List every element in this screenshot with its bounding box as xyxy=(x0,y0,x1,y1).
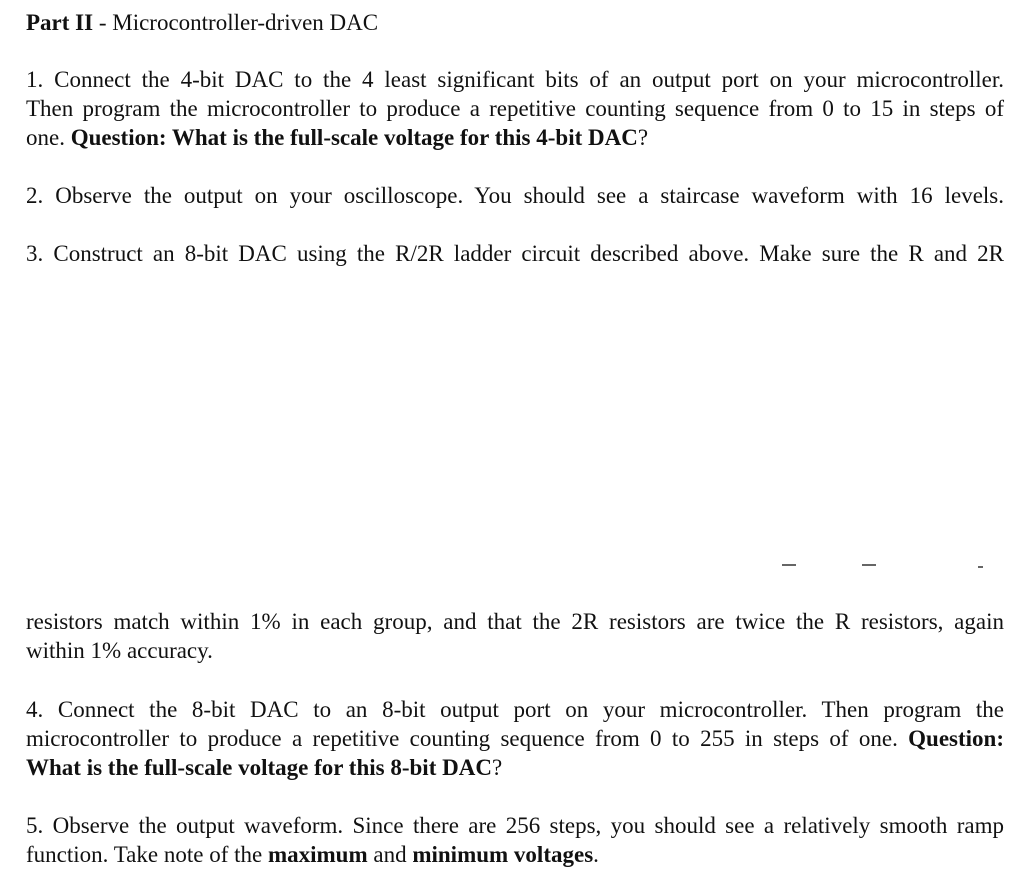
step-5-minimum-voltages: minimum voltages xyxy=(412,842,594,867)
step-4-question-label: Question: xyxy=(908,726,1004,751)
step-5-maximum: maximum xyxy=(267,842,368,867)
heading-part-number: Part II xyxy=(26,10,94,35)
step-4-line-3 xyxy=(26,753,1004,782)
step-1-line-3 xyxy=(26,123,1004,152)
step-3-continuation xyxy=(26,607,1004,665)
step-4-line-2-text: microcontroller to produce a repetitive counting sequence from 0 to 255 in steps of one. xyxy=(26,726,909,751)
step-3-paragraph xyxy=(26,239,1004,268)
step-1-line-3-lead: one. xyxy=(26,125,71,150)
step-1-question: Question: What is the full-scale voltage for this 4-bit DAC xyxy=(70,125,638,150)
step-4-line-1: 4. Connect the 8-bit DAC to an 8-bit output port on your microcontroller. Then program the xyxy=(26,697,1004,722)
step-5-line-1: 5. Observe the output waveform. Since there are 256 steps, you should see a relatively smooth ramp xyxy=(26,813,1004,838)
step-4-question-mark: ? xyxy=(491,755,503,780)
step-3-cont-line-2: within 1% accuracy. xyxy=(26,638,213,663)
step-4-line-2 xyxy=(26,724,1004,753)
step-3-cont-line-1: resistors match within 1% in each group, and that the 2R resistors are twice the R resistors, again xyxy=(26,609,1004,634)
step-1-paragraph xyxy=(26,65,1004,152)
step-2-paragraph xyxy=(26,181,1004,210)
section-heading xyxy=(26,8,378,37)
step-4-question: What is the full-scale voltage for this 8-bit DAC xyxy=(26,755,492,780)
step-4-paragraph xyxy=(26,695,1004,782)
step-1-line-2: Then program the microcontroller to produce a repetitive counting sequence from 0 to 15 in steps of xyxy=(26,96,1004,121)
step-5-line-2 xyxy=(26,840,1004,869)
step-2-line-1: 2. Observe the output on your oscilloscope. You should see a staircase waveform with 16 levels. xyxy=(26,183,1004,208)
heading-title: - Microcontroller-driven DAC xyxy=(93,10,379,35)
page-break-marks xyxy=(0,555,1024,575)
step-5-and: and xyxy=(367,842,413,867)
step-5-line-2-text: function. Take note of the xyxy=(26,842,268,867)
step-5-period: . xyxy=(593,842,599,867)
step-5-paragraph xyxy=(26,811,1004,869)
step-1-question-mark: ? xyxy=(637,125,649,150)
step-1-line-1: 1. Connect the 4-bit DAC to the 4 least significant bits of an output port on your microcontroller. xyxy=(26,67,1004,92)
step-3-line-1: 3. Construct an 8-bit DAC using the R/2R ladder circuit described above. Make sure the R and 2R xyxy=(26,241,1004,266)
